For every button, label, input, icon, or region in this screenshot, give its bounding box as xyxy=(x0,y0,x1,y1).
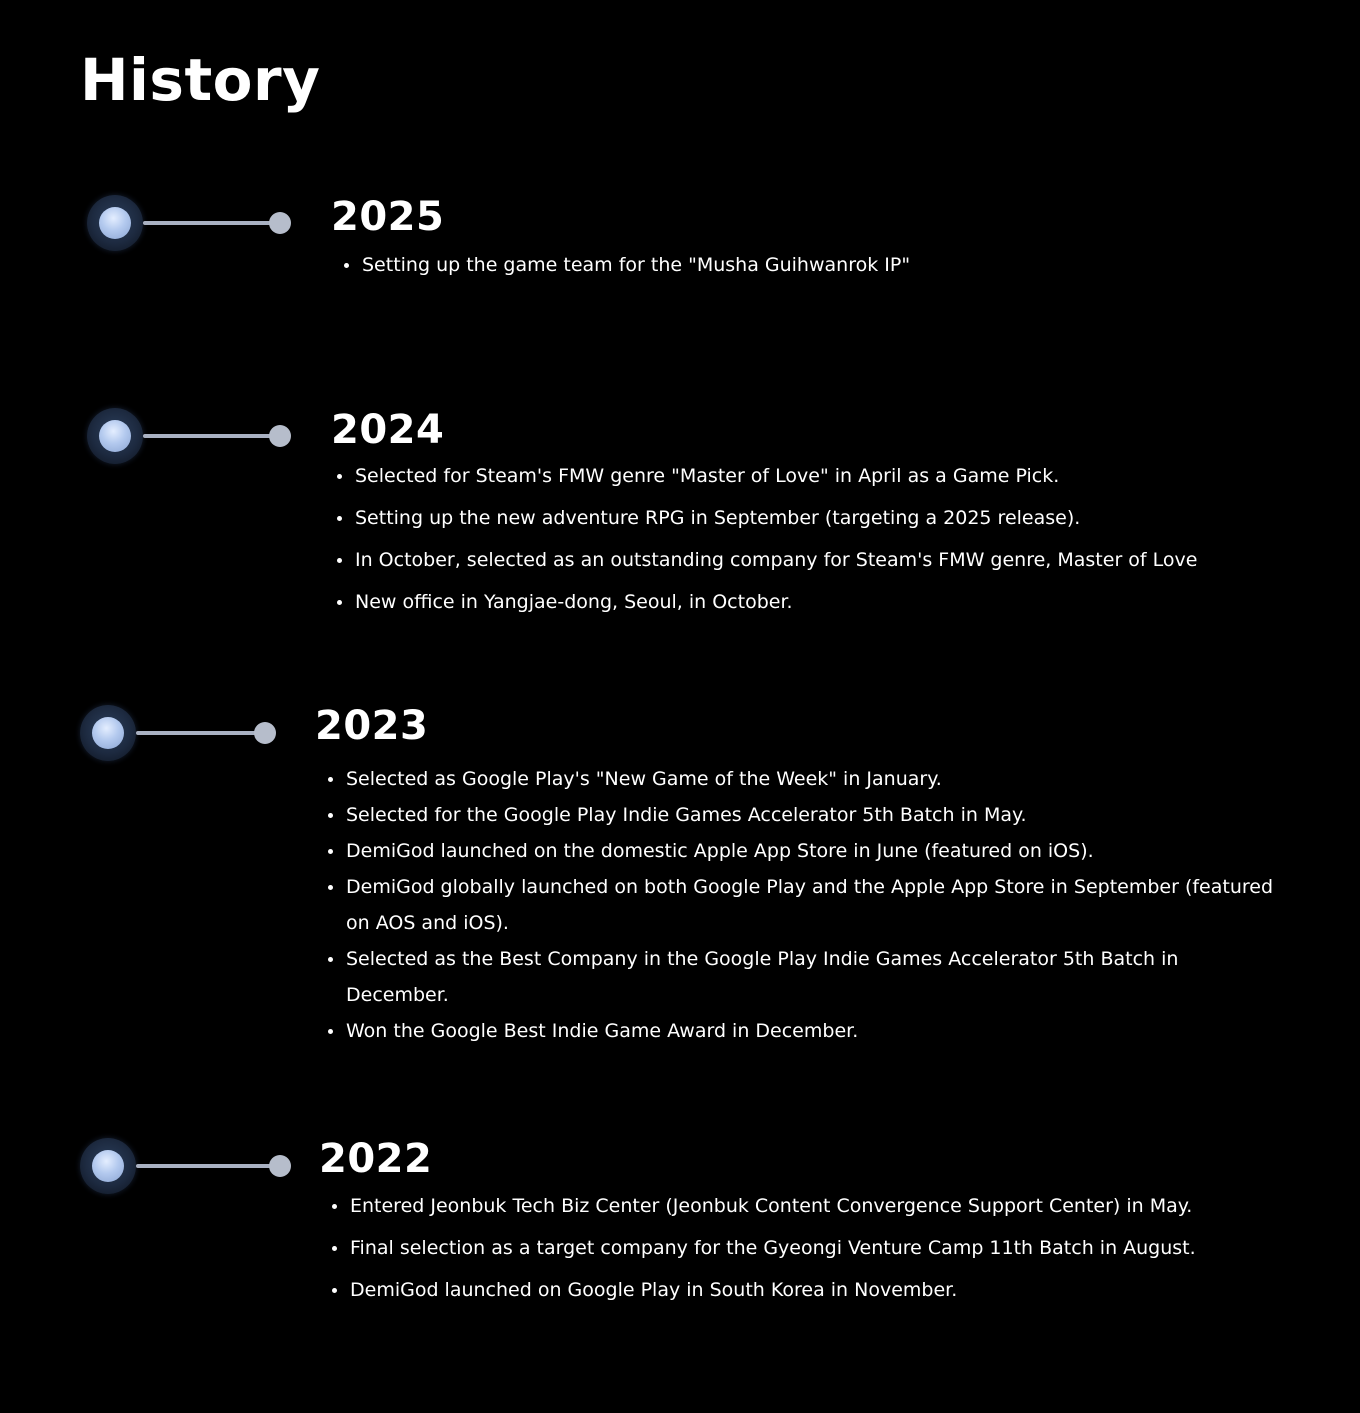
timeline-line xyxy=(143,221,279,225)
timeline-item: Selected as the Best Company in the Google Play Indie Games Accelerator 5th Batch in December. xyxy=(326,941,1276,1013)
timeline-item: DemiGod launched on the domestic Apple App Store in June (featured on iOS). xyxy=(326,833,1276,869)
page-title: History xyxy=(80,46,321,114)
timeline-connector xyxy=(87,408,292,464)
timeline-item: Setting up the game team for the "Musha Guihwanrok IP" xyxy=(342,251,1302,279)
timeline-line-end-dot xyxy=(254,722,276,744)
timeline-year: 2023 xyxy=(315,703,429,749)
timeline-item: Setting up the new adventure RPG in September (targeting a 2025 release). xyxy=(335,504,1295,532)
timeline-line-end-dot xyxy=(269,1155,291,1177)
timeline-item-list xyxy=(335,462,1295,616)
timeline-item: Won the Google Best Indie Game Award in December. xyxy=(326,1013,1276,1049)
timeline-item-list xyxy=(342,251,1302,279)
timeline-line-end-dot xyxy=(269,425,291,447)
timeline-item: Selected as Google Play's "New Game of the Week" in January. xyxy=(326,761,1276,797)
timeline-node-icon xyxy=(80,705,136,761)
timeline-item: Entered Jeonbuk Tech Biz Center (Jeonbuk Content Convergence Support Center) in May. xyxy=(330,1192,1300,1220)
timeline-item: Final selection as a target company for the Gyeongi Venture Camp 11th Batch in August. xyxy=(330,1234,1300,1262)
timeline-node-icon xyxy=(87,195,143,251)
timeline-node-icon xyxy=(80,1138,136,1194)
timeline-node-core xyxy=(92,717,124,749)
timeline-line xyxy=(143,434,279,438)
timeline-line xyxy=(136,731,264,735)
timeline-connector xyxy=(87,195,292,251)
timeline-item: Selected for Steam's FMW genre "Master of Love" in April as a Game Pick. xyxy=(335,462,1295,490)
timeline-item-list xyxy=(330,1192,1300,1304)
timeline-item: New office in Yangjae-dong, Seoul, in October. xyxy=(335,588,1295,616)
timeline-year: 2024 xyxy=(331,407,445,453)
timeline-node-core xyxy=(92,1150,124,1182)
timeline-item: In October, selected as an outstanding company for Steam's FMW genre, Master of Love xyxy=(335,546,1295,574)
timeline-item: DemiGod globally launched on both Google Play and the Apple App Store in September (featured on AOS and iOS). xyxy=(326,869,1276,941)
timeline-year: 2022 xyxy=(319,1136,433,1182)
timeline-year: 2025 xyxy=(331,194,445,240)
timeline-node-core xyxy=(99,207,131,239)
timeline-line xyxy=(136,1164,279,1168)
timeline-connector xyxy=(80,1138,292,1194)
timeline-item: DemiGod launched on Google Play in South Korea in November. xyxy=(330,1276,1300,1304)
timeline-line-end-dot xyxy=(269,212,291,234)
timeline-node-core xyxy=(99,420,131,452)
timeline-connector xyxy=(80,705,277,761)
timeline-node-icon xyxy=(87,408,143,464)
timeline-item: Selected for the Google Play Indie Games Accelerator 5th Batch in May. xyxy=(326,797,1276,833)
timeline-item-list xyxy=(326,761,1276,1049)
